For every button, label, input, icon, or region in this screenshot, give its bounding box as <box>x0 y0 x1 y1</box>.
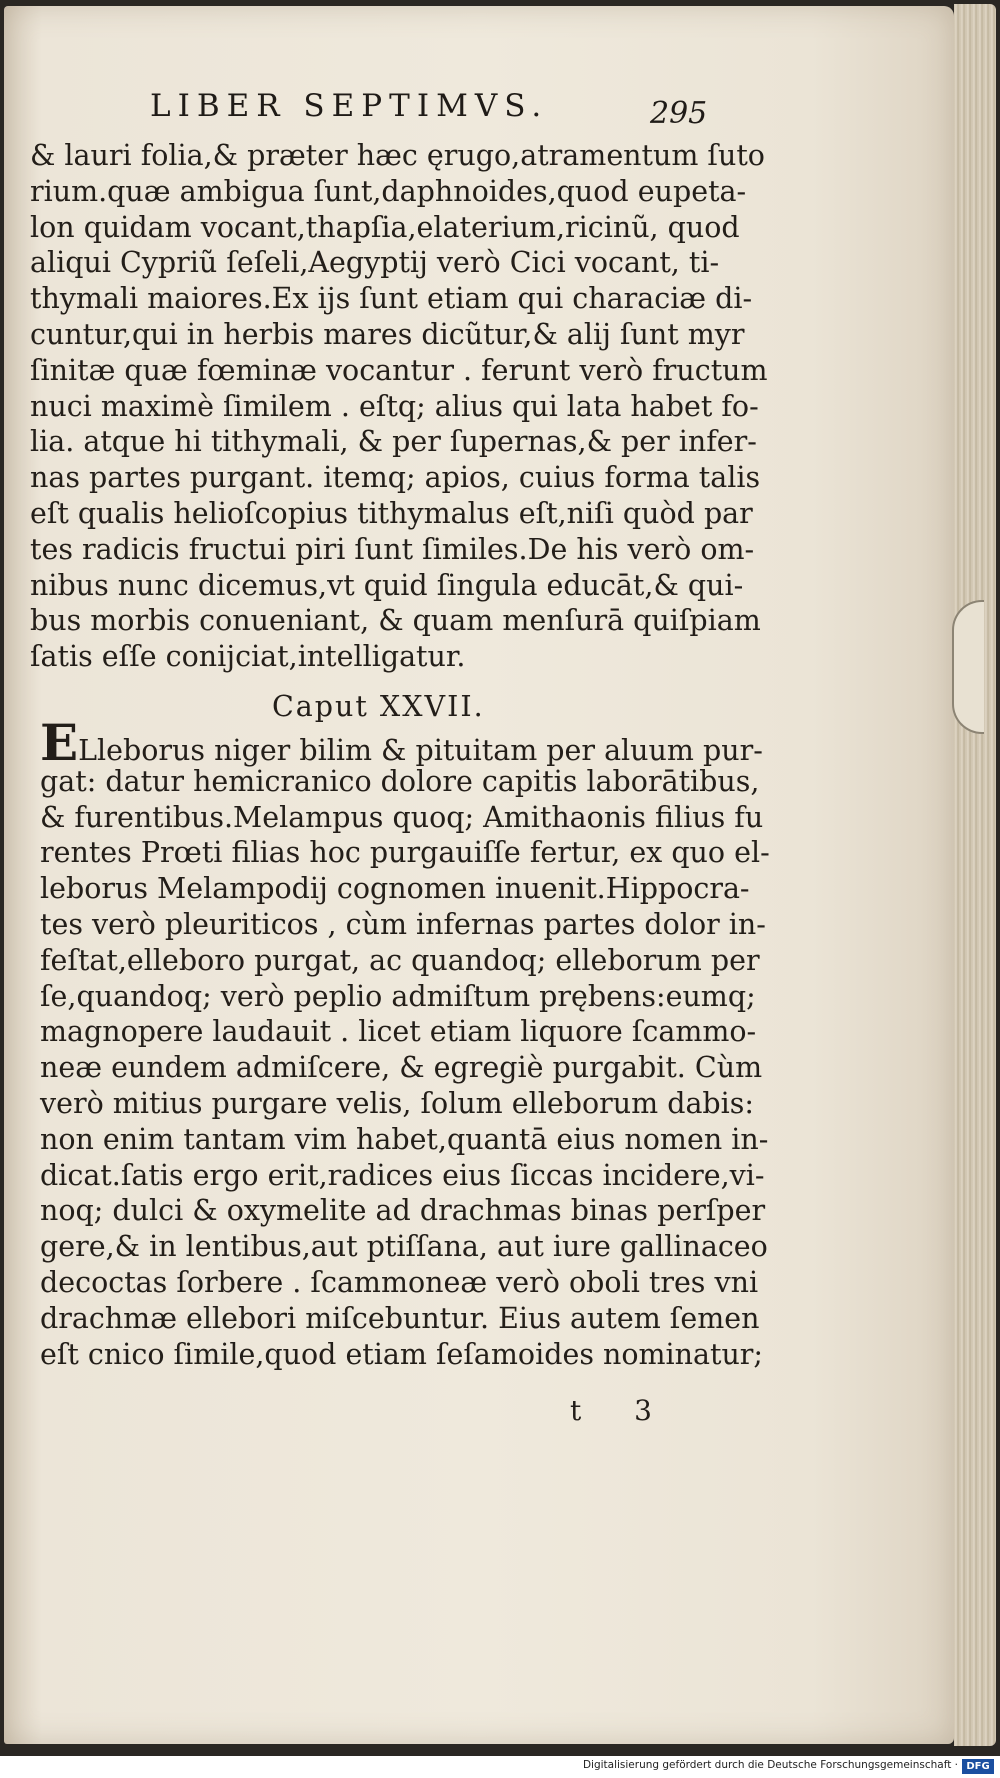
text-line: feſtat,elleboro purgat, ac quandoq; elleborum per <box>40 943 760 977</box>
text-line: lia. atque hi tithymali, & per ſupernas,& per infer- <box>30 425 757 459</box>
text-line: tes radicis fructui piri ſunt ſimiles.De his verò om- <box>30 532 755 566</box>
page-number: 295 <box>650 96 708 131</box>
text-line: gere,& in lentibus,aut ptiſſana, aut iure gallinaceo <box>40 1230 768 1264</box>
text-line: thymali maiores.Ex ijs ſunt etiam qui characiæ di- <box>30 282 753 316</box>
page-edges <box>954 4 996 1746</box>
text-line: nibus nunc dicemus,vt quid ſingula educāt,& qui- <box>30 568 744 602</box>
text-line: rium.quæ ambigua ſunt,daphnoides,quod eupeta- <box>30 174 747 208</box>
text-line: eſt qualis helioſcopius tithymalus eſt,niſi quòd par <box>30 496 753 530</box>
text-line: verò mitius purgare velis, ſolum elleborum dabis: <box>40 1086 755 1120</box>
text-line-first <box>40 713 763 772</box>
text-line: leborus Melampodij cognomen inuenit.Hippocra- <box>40 872 750 906</box>
text-block-part2 <box>40 713 770 1372</box>
dfg-logo: DFG <box>962 1759 994 1774</box>
text-line: nuci maximè ſimilem . eſtq; alius qui lata habet fo- <box>30 389 759 423</box>
chapter-heading: Caput XXVII. <box>272 690 485 723</box>
text-line: ſatis eſſe conijciat,intelligatur. <box>30 640 466 674</box>
text-line: tes verò pleuriticos , cùm infernas partes dolor in- <box>40 907 766 941</box>
text-line: dicat.ſatis ergo erit,radices eius ſiccas incidere,vi- <box>40 1158 765 1192</box>
text-line: bus morbis conueniant, & quam menſurā quiſpiam <box>30 604 761 638</box>
text-line: gat: datur hemicranico dolore capitis laborātibus, <box>40 764 760 798</box>
text-line: magnopere laudauit . licet etiam liquore ſcammo- <box>40 1015 757 1049</box>
text-line: rentes Prœti filias hoc purgauiſſe fertur, ex quo el- <box>40 836 770 870</box>
text-line: ſe,quandoq; verò peplio admiſtum prębens:eumq; <box>40 979 756 1013</box>
text-line: drachmæ ellebori miſcebuntur. Eius autem ſemen <box>40 1301 760 1335</box>
text-line: & furentibus.Melampus quoq; Amithaonis filius fu <box>40 800 764 834</box>
text-line: neæ eundem admiſcere, & egregiè purgabit. Cùm <box>40 1051 763 1085</box>
text-line: eſt cnico ſimile,quod etiam ſeſamoides nominatur; <box>40 1337 764 1371</box>
running-title: LIBER SEPTIMVS. <box>150 88 549 124</box>
text-line: lon quidam vocant,thapſia,elaterium,ricinũ, quod <box>30 210 740 244</box>
catchword-signature: t 3 <box>570 1394 674 1427</box>
drop-cap: E <box>40 713 79 772</box>
text-line: noq; dulci & oxymelite ad drachmas binas perſper <box>40 1194 766 1228</box>
digitization-credit: Digitalisierung gefördert durch die Deutsche Forschungsgemeinschaft · <box>582 1759 958 1771</box>
text-line: ſinitæ quæ fœminæ vocantur . ferunt verò fructum <box>30 353 768 387</box>
text-block-part1 <box>30 138 768 675</box>
text-line: aliqui Cypriũ ſeſeli,Aegyptij verò Cici vocant, ti- <box>30 246 720 280</box>
thumb-tab <box>952 600 984 734</box>
text-line: non enim tantam vim habet,quantā eius nomen in- <box>40 1122 769 1156</box>
text-line: decoctas ſorbere . ſcammoneæ verò oboli tres vni <box>40 1265 759 1299</box>
text-line-first-rest: Lleborus niger bilim & pituitam per aluum pur- <box>78 734 763 767</box>
text-line: cuntur,qui in herbis mares dicũtur,& alij ſunt myr <box>30 317 745 351</box>
text-line: & lauri folia,& præter hæc ęrugo,atramentum ſuto <box>30 139 765 172</box>
text-line: nas partes purgant. itemq; apios, cuius forma talis <box>30 461 761 495</box>
